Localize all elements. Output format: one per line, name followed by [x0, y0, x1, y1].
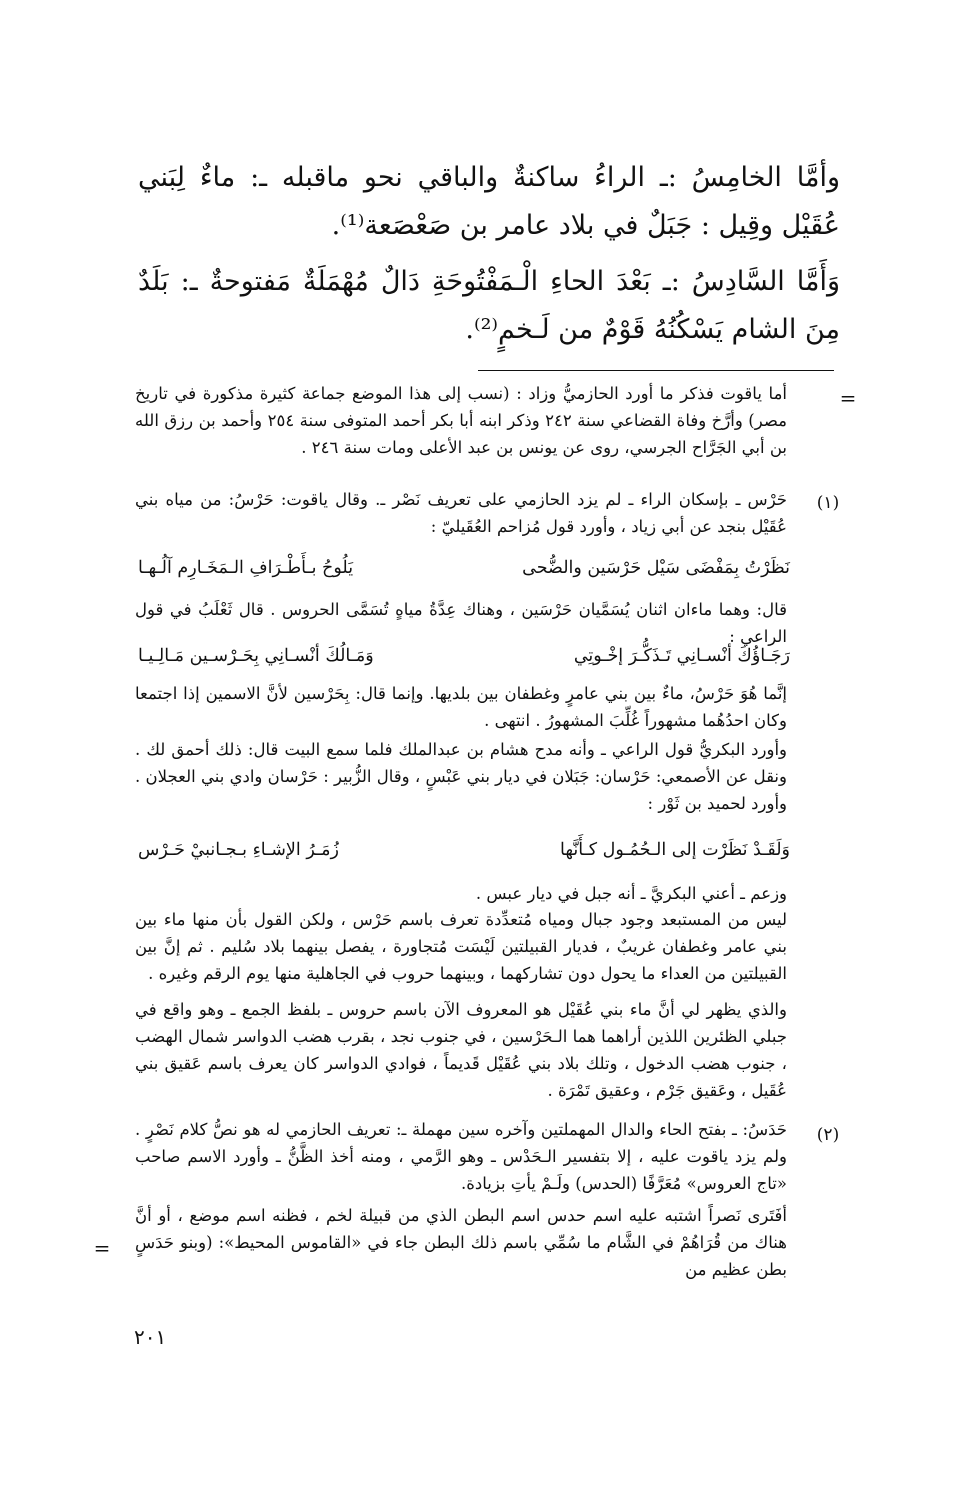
- footnote-1-discussion: ليس من المستبعد وجود جبال ومياه مُتعدِّدة تعرف باسم حَرْس ، ولكن القول بأن منها ماء بين بني عامر وغطفان غريبٌ ، فديار القبيلتين لَيْسَت مُتجاورة ، يفصل بينهما بلاد سُليم . ثم إنَّ بين القبيلتين من العداء ما يحول دون تشاركهما ، وبينهما حروب في الجاهلية منها يوم الرقم وغيره .: [135, 910, 787, 983]
- verse-3-first-hemistich: وَلَقَـدْ نَظَرْت إلى الـحُمُـول كـأَنَّها: [559, 840, 790, 860]
- footnote-continuation: أما ياقوت فذكر ما أورد الحازميُّ وزاد : (نسب إلى هذا الموضع جماعة كثيرة مذكورة في تاريخ مصر) وأرَّخ وفاة القضاعي سنة ٢٤٢ وذكر ابنه أبا بكر أحمد المتوفى سنة ٢٥٤ وأحمد بن رزق الله بن أبي الجَرَّاح الجرسي، روى عن يونس بن عبد الأعلى ومات سنة ٢٤٦ .: [135, 384, 787, 457]
- footnote-1-claim: وزعم ـ أعني البكريَّ ـ أنه جبل في ديار عبس .: [475, 884, 787, 903]
- main-paragraph-fifth: وأمَّا الخامِسُ :ـ الراءُ ساكنةٌ والباقي نحو ماقبله ـ: ماءٌ لِبَني عُقَيْل وقِيل : جَبَلٌ في بلاد عامر بن صَعْصَعة⁽¹⁾.: [138, 162, 840, 241]
- footnote-2-question: أفَتَرى نَصراً اشتبه عليه اسم حدس اسم البطن الذي من قبيلة لخم ، فظنه اسم موضع ، أو أنَّ هناك من قُرَاهُمْ في الشَّام ما سُمِّي باسم ذلك البطن جاء في «القاموس المحيط»: (وبنو حَدَسٍ بطن عظيم من: [135, 1206, 787, 1279]
- verse-2-first-hemistich: رَجَـاؤُكَ أنْسـانِي تَـذَكُّـرَ إخْـوتِي: [573, 646, 790, 666]
- footnote-1-bakri: وأورد البكريُّ قول الراعي ـ وأنه مدح هشام بن عبدالملك فلما سمع البيت قال: ذلك أحمق لك . ونقل عن الأصمعي: حَرْسان: جَبَلان في ديار بني عَبْسٍ ، وقال الزُّبير : حَرْسان وادي بني العجلان . وأورد لحميد بن ثَوْر :: [135, 740, 787, 813]
- footnote-1-tha-lab: قال: وهما ماءان اثنان يُسَمَّيان حَرْسَين ، وهناك عِدَّةُ مياهٍ تُسَمَّى الحروس . قال ثَعْلَبُ في قول الراعي :: [135, 600, 787, 646]
- verse-3-second-hemistich: زُمَـرُ الإشـاءِ بـجـانبيْ حَـرْس: [138, 840, 339, 860]
- continuation-marker-top: =: [839, 386, 857, 410]
- footnote-2-marker: (٢): [816, 1125, 840, 1145]
- verse-1-second-hemistich: يَلُوحُ بـأَطْـرَافِ الـمَخَـارِم آلُـهـا: [138, 558, 354, 578]
- footnote-1-intro: حَرْس ـ بإسكان الراء ـ لم يزد الحازمي على تعريف نَصْر ـ. وقال ياقوت: حَرْسُ: من مياه بني عُقَيْل بنجد عن أبي زياد ، وأورد قول مُزاحم العُقَيليّ :: [135, 490, 787, 536]
- page-number: ٢٠١: [134, 1325, 167, 1349]
- footnote-1-explanation: إنَّما هُوَ حَرْسُ، ماءٌ بين بني عامرٍ وغطفان بين بلديها. وإنما قال: بِحَرْسين لأنَّ الاسمين إذا اجتمعا وكان احدُهُما مشهوراً غُلِّبَ المشهورُ . انتهى .: [135, 684, 787, 730]
- verse-2-second-hemistich: وَمَـالُكَ أنْسـانِي بِحَـرْسـين مَـالِـيـا: [138, 646, 374, 666]
- footnote-1-marker: (١): [816, 493, 840, 513]
- verse-3: [138, 834, 790, 866]
- footnote-2-intro: حَدَسُ: ـ بفتح الحاء والدال المهملتين وآخره سين مهملة ـ: تعريف الحازمي له هو نصُّ كلام نَصْرٍ . ولم يزد ياقوت عليه ، إلا بتفسير الـحَدْس ـ وهو الرَّمي ، ومنه أخذ الظَّنُّ ـ وأورد الاسم صاحب «تاج العروس» مُعَرَّفًا (الحدس) ولَـمْ يأتِ بزيادة.: [135, 1120, 787, 1193]
- verse-1: [138, 552, 790, 584]
- continuation-marker-bottom: =: [93, 1236, 111, 1260]
- verse-1-first-hemistich: نَظَرْتُ بِمَفْضَى سَيْل حَرْسَين والضُّحى: [522, 558, 790, 578]
- footnote-1-conclusion: والذي يظهر لي أنَّ ماء بني عُقَيْل هو المعروف الآن باسم حروس ـ بلفظ الجمع ـ وهو واقع في جبلي الظئرين اللذين أراهما هما الـحَرْسين ، في جنوب نجد ، بقرب هضب الدواسر شمال الهضب ، جنوب هضب الدخول ، وتلك بلاد بني عُقَيْل قَديماً ، فوادي الدواسر كان يعرف باسم عَقيق بني عُقَيل ، وعَقيق جَرْم ، وعقيق تَمْرَة .: [135, 1000, 787, 1100]
- verse-2: [138, 640, 790, 672]
- footnote-divider: [478, 370, 834, 371]
- main-paragraph-sixth: وَأَمَّا السَّادِسُ :ـ بَعْدَ الحاءِ الْـمَفْتُوحَةِ دَالٌ مُهْمَلَةٌ مَفتوحةٌ ـ: بَلَدٌ مِنَ الشام يَسْكُنُهُ قَوْمٌ من لَـخمٍ⁽²⁾.: [138, 266, 840, 345]
